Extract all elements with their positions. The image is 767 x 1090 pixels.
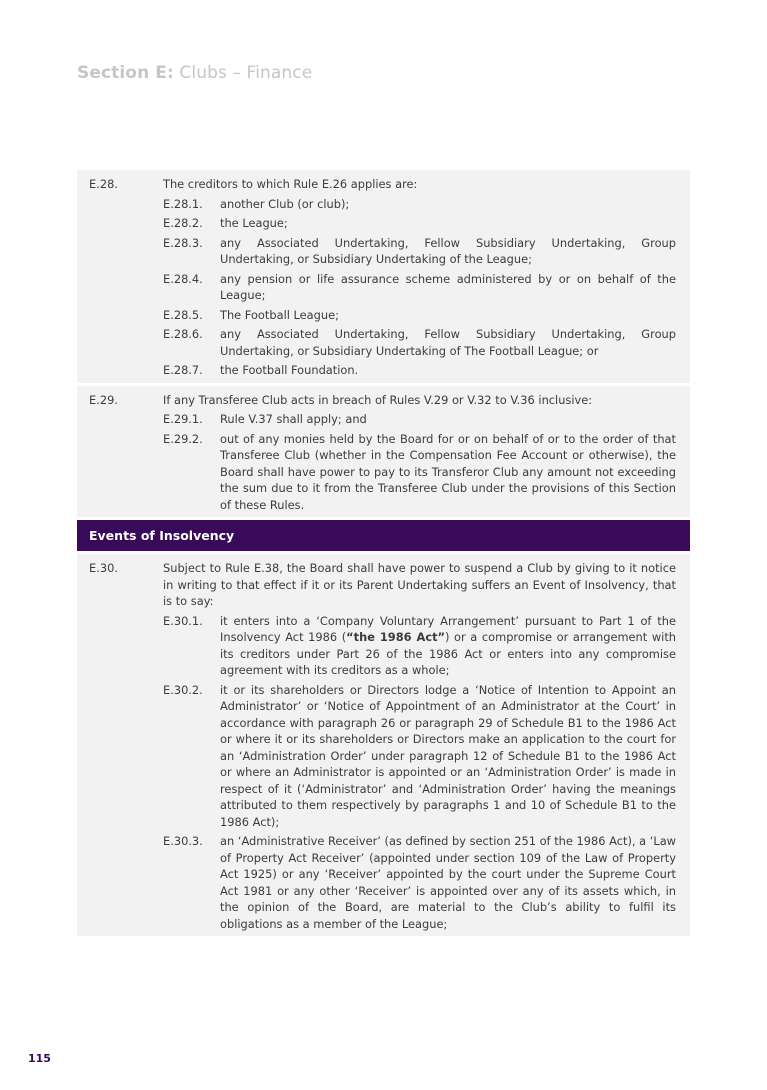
- sub-rule: [89, 431, 676, 514]
- sub-rule-number: E.30.3.: [163, 834, 203, 848]
- rule-row: [89, 560, 676, 610]
- sub-rule: [89, 307, 676, 324]
- sub-rule: [89, 271, 676, 304]
- sub-rule-text: any Associated Undertaking, Fellow Subsidiary Undertaking, Group Undertaking, or Subsidiary Undertaking of the League;: [220, 235, 676, 266]
- rule-row: [89, 176, 676, 193]
- section-label: Section E:: [77, 63, 174, 83]
- sub-rule-number: E.29.2.: [163, 431, 203, 446]
- rule-text: Subject to Rule E.38, the Board shall have power to suspend a Club by giving to it notice in writing to that effect if it or its Parent Undertaking suffers an Event of Insolvency, that is to say:: [163, 561, 676, 608]
- rule-number: E.29.: [89, 392, 118, 407]
- sub-rule-text: an ‘Administrative Receiver’ (as defined by section 251 of the 1986 Act), a ‘Law of Property Act Receiver’ (appointed under section 109 of the Law of Property Act 1925) or any ‘Receiver’ appointed by the court under the Supreme Court Act 1981 or any other ‘Receiver’ is appointed over any of its assets which, in the opinion of the Board, are material to the Club’s ability to fulfil its obligations as a member of the League;: [220, 834, 676, 931]
- rule-row: [89, 392, 676, 409]
- sub-rule-number: E.28.4.: [163, 271, 203, 286]
- sub-rule-text: The Football League;: [220, 307, 339, 322]
- rules-content: [77, 170, 690, 939]
- rule-number: E.30.: [89, 561, 118, 575]
- sub-rule-text: it or its shareholders or Directors lodge a ‘Notice of Intention to Appoint an Administrator’ or ‘Notice of Appointment of an Administrator at the Court’ in accordance with paragraph 26 or paragraph 29 of Schedule B1 to the 1986 Act or where it or its shareholders or Directors make an application to the court for an ‘Administration Order’ under paragraph 12 of Schedule B1 to the 1986 Act or where an Administrator is appointed or an ‘Administration Order’ is made in respect of it (‘Administrator’ and ‘Administration Order’ having the meanings attributed to them respectively by paragraphs 1 and 10 of Schedule B1 to the 1986 Act);: [220, 682, 676, 829]
- sub-rule-text: out of any monies held by the Board for or on behalf of or to the order of that Transferee Club (whether in the Compensation Fee Account or otherwise), the Board shall have power to pay to its Transferor Club any amount not exceeding the sum due to it from the Transferee Club under the provisions of this Section of these Rules.: [220, 431, 676, 512]
- sub-rule-text: Rule V.37 shall apply; and: [220, 412, 367, 426]
- section-title: [77, 63, 312, 83]
- sub-rule-number: E.30.1.: [163, 613, 203, 628]
- sub-rule-number: E.28.6.: [163, 327, 203, 341]
- sub-rule: [89, 235, 676, 268]
- rule-block-e30: [77, 554, 690, 936]
- sub-rule-number: E.29.1.: [163, 412, 203, 426]
- sub-rule-text: the League;: [220, 216, 288, 230]
- defined-term: “the 1986 Act”: [346, 630, 446, 644]
- sub-rule: [89, 613, 676, 679]
- sub-rule-number: E.28.7.: [163, 363, 203, 377]
- text-part: ) or a compromise or arrangement with its creditors under Part 26 of the 1986 Act or enters into any compromise agreement with its creditors as a whole;: [220, 630, 677, 677]
- sub-rule: [89, 362, 676, 379]
- page-number: 115: [28, 1052, 51, 1065]
- sub-rule: [89, 196, 676, 213]
- rule-block-e29: [77, 386, 690, 518]
- rule-text: The creditors to which Rule E.26 applies are:: [163, 177, 418, 191]
- rule-number: E.28.: [89, 177, 118, 191]
- sub-rule-number: E.28.2.: [163, 216, 203, 230]
- sub-rule: [89, 411, 676, 428]
- section-heading: Events of Insolvency: [77, 520, 690, 551]
- sub-rule-text: any pension or life assurance scheme administered by or on behalf of the League;: [220, 271, 676, 302]
- sub-rule-text: any Associated Undertaking, Fellow Subsidiary Undertaking, Group Undertaking, or Subsidiary Undertaking of The Football League; or: [220, 327, 676, 358]
- sub-rule: [89, 682, 676, 831]
- sub-rule-number: E.28.5.: [163, 307, 203, 322]
- rule-block-e28: [77, 170, 690, 383]
- section-name: Clubs – Finance: [173, 63, 313, 83]
- rule-text: If any Transferee Club acts in breach of Rules V.29 or V.32 to V.36 inclusive:: [163, 392, 593, 407]
- sub-rule-number: E.30.2.: [163, 682, 203, 697]
- sub-rule-text: [220, 613, 676, 679]
- text-part: it enters into a ‘Company Voluntary Arrangement’ pursuant to Part 1 of the Insolvency Act 1986 (: [220, 613, 676, 644]
- sub-rule: [89, 215, 676, 232]
- sub-rule: [89, 326, 676, 359]
- sub-rule-number: E.28.3.: [163, 235, 203, 250]
- sub-rule-text: another Club (or club);: [220, 196, 350, 211]
- sub-rule-text: the Football Foundation.: [220, 363, 359, 377]
- sub-rule: [89, 833, 676, 932]
- sub-rule-number: E.28.1.: [163, 196, 203, 211]
